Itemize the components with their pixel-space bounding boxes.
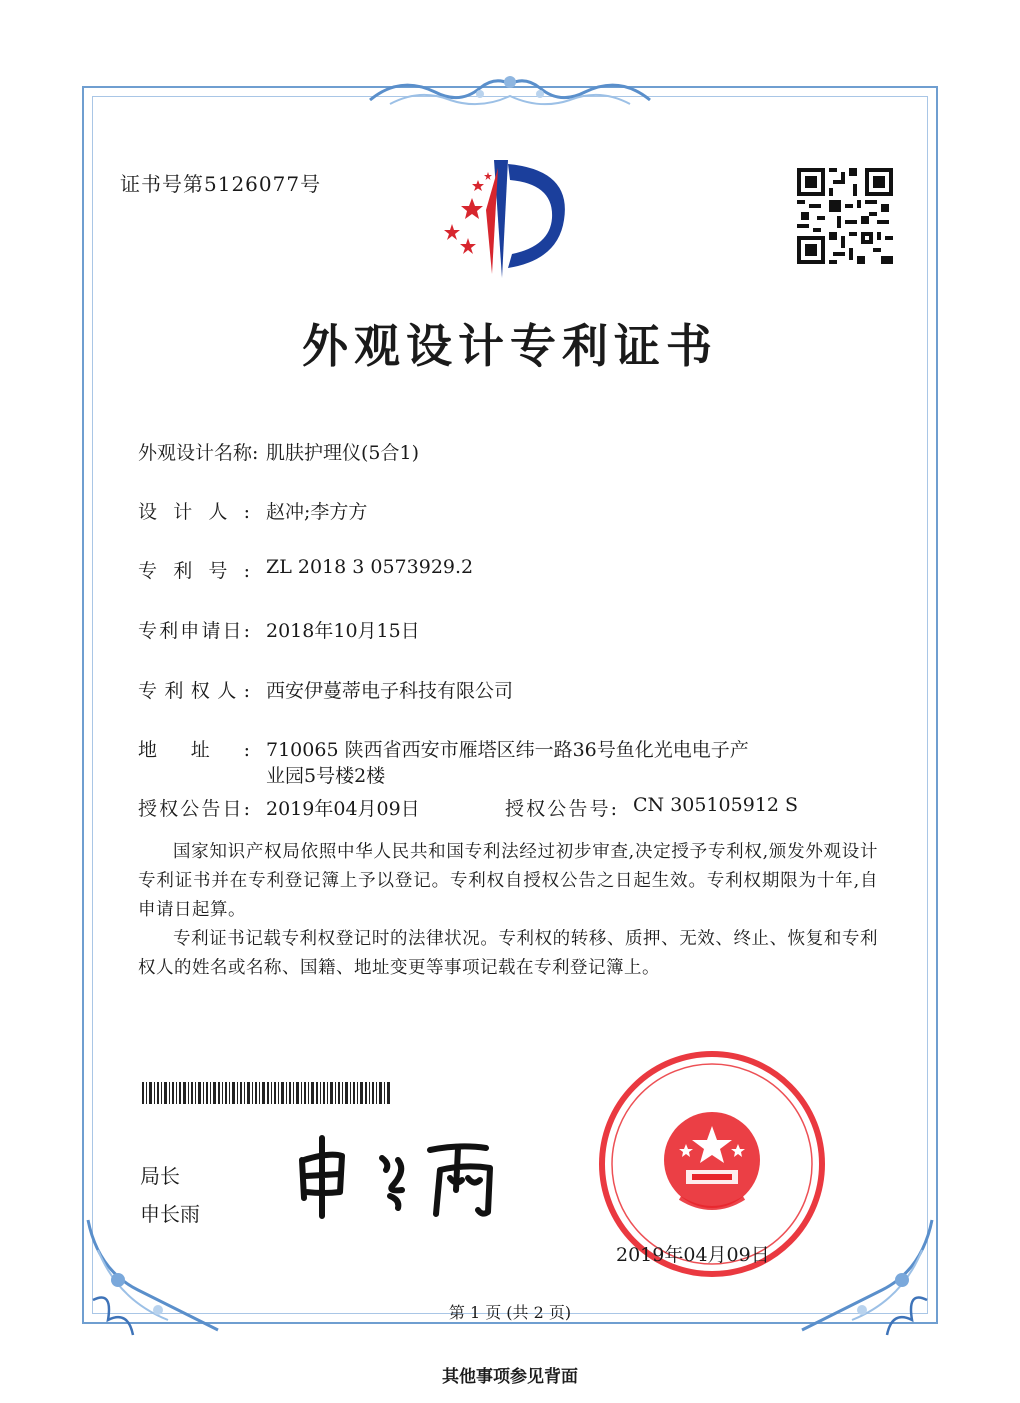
grant-no-value: CN 305105912 S	[633, 794, 799, 816]
certificate-title: 外观设计专利证书	[302, 319, 718, 373]
barcode	[142, 1082, 390, 1104]
grant-date-value: 2019年04月09日	[266, 798, 420, 820]
patent-no-value: ZL 2018 3 0573929.2	[266, 556, 474, 578]
signatory-name: 申长雨	[140, 1202, 200, 1226]
legal-paragraph-1: 国家知识产权局依照中华人民共和国专利法经过初步审查,决定授予专利权,颁发外观设计专利证书并在专利登记簿上予以登记。专利权自授权公告之日起生效。专利权期限为十年,自申请日起算。	[138, 842, 878, 920]
handwritten-signature	[290, 1130, 520, 1220]
designer-value: 赵冲;李方方	[266, 501, 368, 523]
design-name-label: 外观设计名称:	[138, 442, 259, 464]
signatory-role: 局长	[140, 1164, 180, 1188]
filing-date-label: 专利申请日:	[138, 620, 250, 642]
grant-date-label: 授权公告日:	[138, 798, 250, 820]
filing-date-value: 2018年10月15日	[266, 620, 420, 642]
patent-no-label: 专利号:	[138, 560, 250, 582]
page-indicator: 第 1 页 (共 2 页)	[448, 1303, 572, 1322]
legal-paragraph-2: 专利证书记载专利权登记时的法律状况。专利权的转移、质押、无效、终止、恢复和专利权人的姓名或名称、国籍、地址变更等事项记载在专利登记簿上。	[138, 929, 878, 978]
grant-no-label: 授权公告号:	[505, 798, 617, 820]
seal-date: 2019年04月09日	[616, 1244, 770, 1266]
address-line-1: 710065 陕西省西安市雁塔区纬一路36号鱼化光电电子产	[266, 739, 749, 761]
certificate-number: 证书号第5126077号	[120, 172, 322, 196]
designer-label: 设计人:	[138, 501, 250, 523]
patentee-label: 专利权人:	[138, 680, 250, 702]
patentee-value: 西安伊蔓蒂电子科技有限公司	[266, 680, 514, 702]
design-name-value: 肌肤护理仪(5合1)	[266, 442, 420, 464]
qr-code	[797, 168, 893, 264]
address-line-2: 业园5号楼2楼	[266, 765, 386, 787]
top-ornament	[360, 70, 660, 116]
back-note: 其他事项参见背面	[442, 1367, 578, 1387]
address-label: 地址:	[138, 739, 250, 761]
cnipa-logo	[432, 150, 572, 280]
